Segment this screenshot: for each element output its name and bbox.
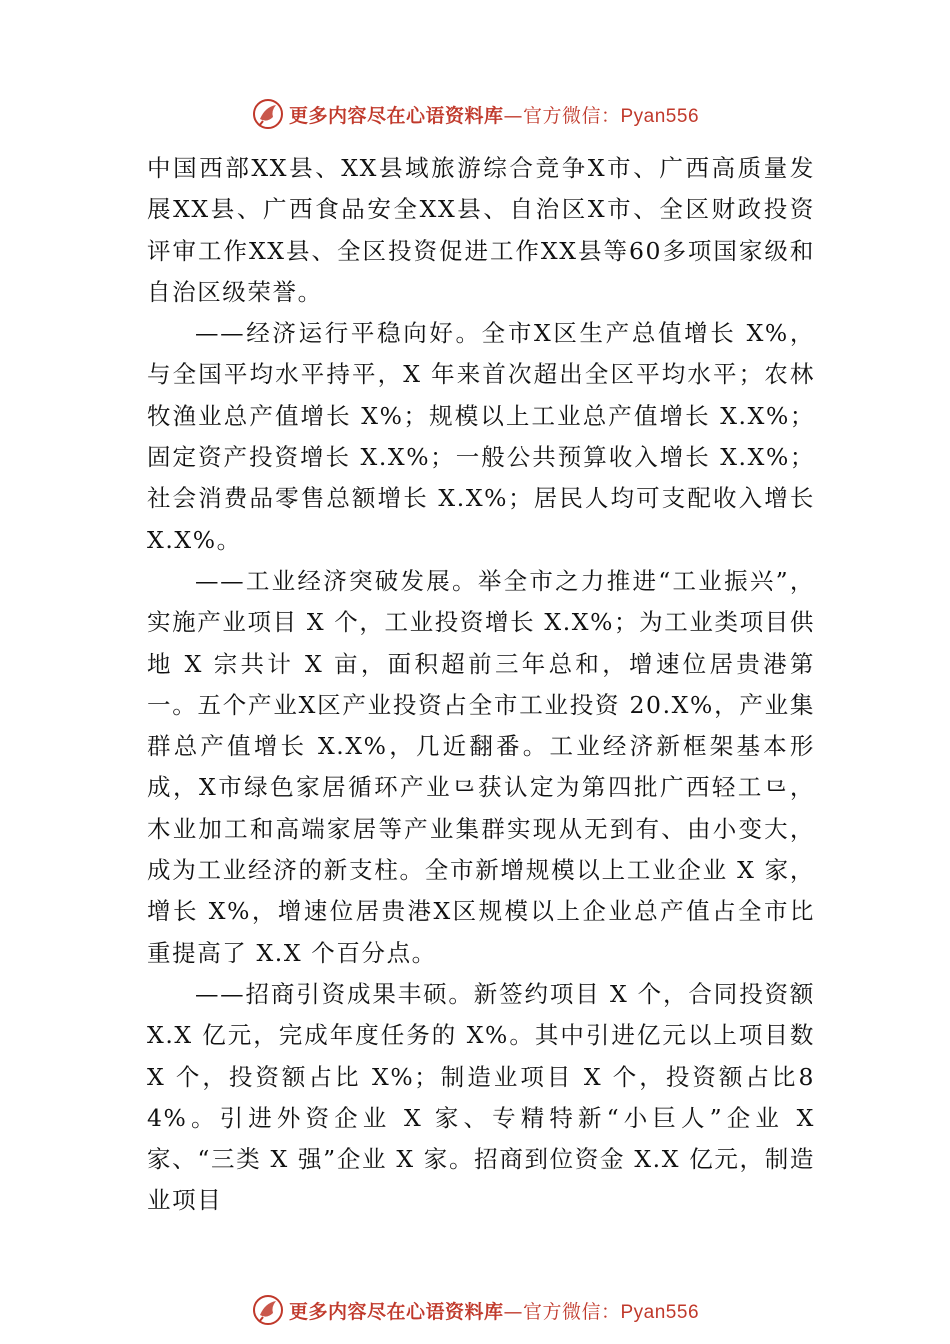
banner-separator: — [503, 1300, 523, 1323]
paragraph-economy: ——经济运行平稳向好。全市X区生产总值增长 X%，与全国平均水平持平，X 年来首次超出全区平均水平；农林牧渔业总产值增长 X%；规模以上工业总产值增长 X.X%；固定资产投资增长 X.X%；一般公共预算收入增长 X.X%；社会消费品零售总额增长 X.X%；居民人均可支配收入增长 X.X%。 [147, 319, 815, 554]
banner-text [289, 101, 699, 128]
brand-logo-icon [251, 97, 285, 131]
banner-wechat-label: 官方微信： [522, 104, 621, 127]
header-banner [0, 94, 950, 134]
paragraph-investment: ——招商引资成果丰硕。新签约项目 X 个，合同投资额 X.X 亿元，完成年度任务的 X%。其中引进亿元以上项目数 X 个，投资额占比 X%；制造业项目 X 个，投资额占比84%。引进外资企业 X 家、专精特新“小巨人”企业 X 家、“三类 X 强”企业 X 家。招商到位资金 X.X 亿元，制造业项目 [147, 979, 815, 1215]
banner-brand: 更多内容尽在心语资料库 [288, 1300, 504, 1323]
paragraph-honors: 中国西部XX县、XX县域旅游综合竞争X市、广西高质量发展XX县、广西食品安全XX县、自治区X市、全区财政投资评审工作XX县、全区投资促进工作XX县等60多项国家级和自治区级荣誉。 [147, 154, 815, 306]
banner-wechat-id: Pyan556 [620, 105, 700, 127]
banner-text [289, 1297, 699, 1324]
banner-separator: — [503, 104, 523, 127]
banner-brand: 更多内容尽在心语资料库 [288, 104, 504, 127]
paragraph-industry: ——工业经济突破发展。举全市之力推进“工业振兴”，实施产业项目 X 个，工业投资增长 X.X%；为工业类项目供地 X 宗共计 X 亩，面积超前三年总和，增速位居贵港第一。五个产业X区产业投资占全市工业投资 20.X%，产业集群总产值增长 X.X%，几近翻番。工业经济新框架基本形成，X市绿色家居循环产业⺋获认定为第四批广西轻工⺋，木业加工和高端家居等产业集群实现从无到有、由小变大，成为工业经济的新支柱。全市新增规模以上工业企业 X 家，增长 X%，增速位居贵港X区规模以上企业总产值占全市比重提高了 X.X 个百分点。 [147, 566, 815, 967]
footer-banner [0, 1290, 950, 1330]
banner-wechat-label: 官方微信： [522, 1300, 621, 1323]
banner-wechat-id: Pyan556 [620, 1301, 700, 1323]
document-body [147, 148, 815, 1222]
brand-logo-icon [251, 1293, 285, 1327]
